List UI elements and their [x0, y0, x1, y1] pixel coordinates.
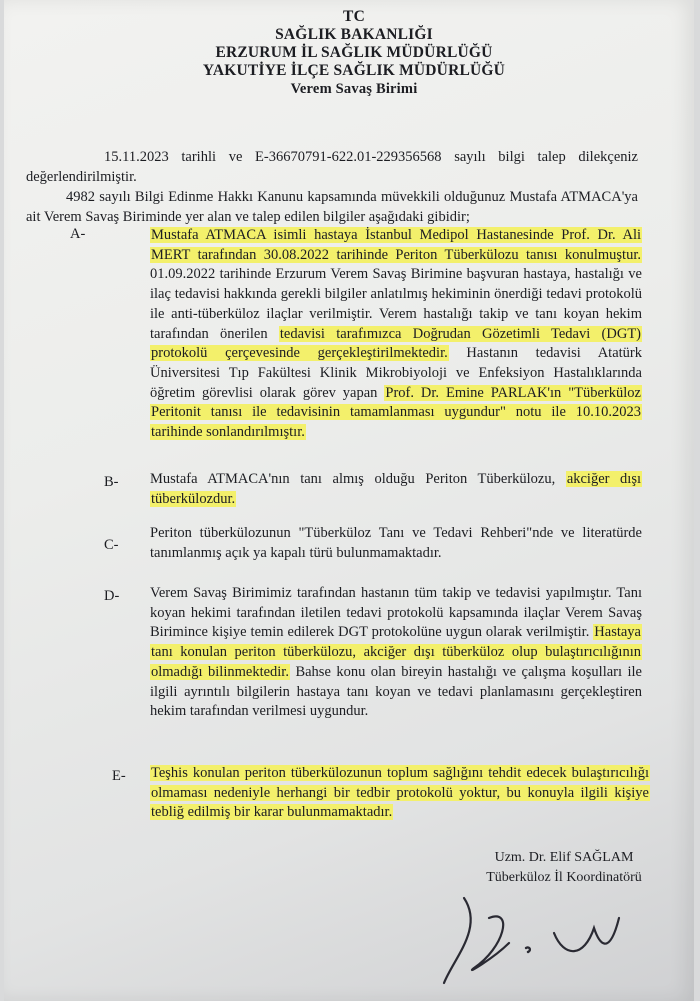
signatory-title: Tüberküloz İl Koordinatörü	[486, 870, 642, 885]
section-c-text: Periton tüberkülozunun "Tüberküloz Tanı ve Tedavi Rehberi"nde ve literatürde tanımlanmış açık ya kapalı türü bulunmamaktadır.	[150, 525, 642, 561]
header-ministry: SAĞLIK BAKANLIĞI	[275, 26, 433, 43]
section-a-highlight-2: tedavisi tarafımızca Doğrudan Gözetimli Tedavi (DGT) protokolü çerçevesinde gerçekleştirilmektedir.	[151, 325, 642, 362]
section-c-letter: C-	[104, 537, 119, 553]
section-e-text	[150, 764, 650, 823]
section-a-highlight-1: Mustafa ATMACA isimli hastaya İstanbul Medipol Hastanesinde Prof. Dr. Ali MERT tarafından 30.08.2022 tarihinde Periton Tüberkülozu tanısı konulmuştur.	[151, 227, 641, 263]
section-d-letter: D-	[104, 588, 120, 604]
section-d-highlight: Hastaya tanı konulan periton tüberkülozu, akciğer dışı tüberküloz olup bulaştırıcılığının olmadığı bilinmektedir.	[151, 624, 641, 680]
section-b-letter: B-	[104, 474, 119, 490]
section-a-text: Mustafa ATMACA isimli hastaya İstanbul Medipol Hastanesinde Prof. Dr. Ali MERT tarafından 30.08.2022 tarihinde Periton Tüberkülozu tanısı konulmuştur. 01.09.2022 tarihinde Erzurum Verem Savaş Birimine başvuran hastaya, hastalığı ve ilaç tedavisi hakkında gerekli bilgiler anlatılmış hekiminin önerdiği tedavi protokolü ile anti-tüberküloz ilaçlar verilmiştir. Verem hastalığı takip ve tanı koyan hekim tarafından önerilen tedavisi tarafımızca Doğrudan Gözetimli Tedavi (DGT) protokolü çerçevesinde gerçekleştirilmektedir. Hastanın tedavisi Atatürk Üniversitesi Tıp Fakültesi Klinik Mikrobiyoloji ve Enfeksiyon Hastalıklarında öğretim görevlisi olarak görev yapan Prof. Dr. Emine PARLAK'ın "Tüberküloz Peritonit tanısı ile tedavisinin tamamlanması uygundur" notu ile 10.10.2023 tarihinde sonlandırılmıştır.	[150, 227, 642, 441]
header-provincial-directorate: ERZURUM İL SAĞLIK MÜDÜRLÜĞÜ	[215, 44, 493, 61]
header-unit: Verem Savaş Birimi	[290, 81, 418, 97]
section-b-highlight: akciğer dışı tüberkülozdur.	[151, 471, 641, 507]
signature-block	[464, 848, 664, 888]
header-tc: TC	[343, 8, 365, 25]
header-district-directorate: YAKUTİYE İLÇE SAĞLIK MÜDÜRLÜĞÜ	[202, 62, 506, 79]
intro-paragraph-2: 4982 sayılı Bilgi Edinme Hakkı Kanunu kapsamında müvekkili olduğunuz Mustafa ATMACA'ya ait Verem Savaş Biriminde yer alan ve talep edilen bilgiler aşağıdaki gibidir;	[26, 189, 638, 225]
signatory-name: Uzm. Dr. Elif SAĞLAM	[494, 850, 634, 865]
section-b-text: Mustafa ATMACA'nın tanı almış olduğu Periton Tüberkülozu, akciğer dışı tüberkülozdur.	[150, 471, 641, 507]
letterhead	[4, 8, 694, 98]
section-e-highlight: Teşhis konulan periton tüberkülozunun toplum sağlığını tehdit edecek bulaştırıcılığı olmaması nedeniyle herhangi bir tedbir protokolü yoktur, bu konuyla ilgili kişiye tebliğ edilmiş bir karar bulunmamaktadır.	[151, 765, 649, 821]
section-a-highlight-3: Prof. Dr. Emine PARLAK'ın "Tüberküloz Peritonit tanısı ile tedavisinin tamamlanması uygundur" notu ile 10.10.2023 tarihinde sonlandırılmıştır.	[151, 384, 641, 441]
section-e-letter: E-	[112, 768, 126, 784]
document-page	[4, 0, 694, 1001]
handwritten-signature	[434, 888, 634, 998]
section-d-text: Verem Savaş Birimimiz tarafından hastanın tüm takip ve tedavisi yapılmıştır. Tanı koyan hekimi tarafından iletilen tedavi protokolü kapsamında ilaçlar Verem Savaş Birimince kişiye temin edilerek DGT protokolüne uygun olarak verilmiştir. Hastaya tanı konulan periton tüberkülozu, akciğer dışı tüberküloz olup bulaştırıcılığının olmadığı bilinmektedir. Bahse konu olan bireyin hastalığı ve çalışma koşulları ile ilgili ayrıntılı bilgilerin hastaya tanı koyan ve tedavi planlamasını gerçekleştiren hekim tarafından verilmesi uygundur.	[150, 585, 642, 720]
section-a-letter: A-	[70, 226, 86, 242]
intro-paragraph-1: 15.11.2023 tarihli ve E-36670791-622.01-229356568 sayılı bilgi talep dilekçeniz değerlendirilmiştir.	[26, 149, 638, 185]
